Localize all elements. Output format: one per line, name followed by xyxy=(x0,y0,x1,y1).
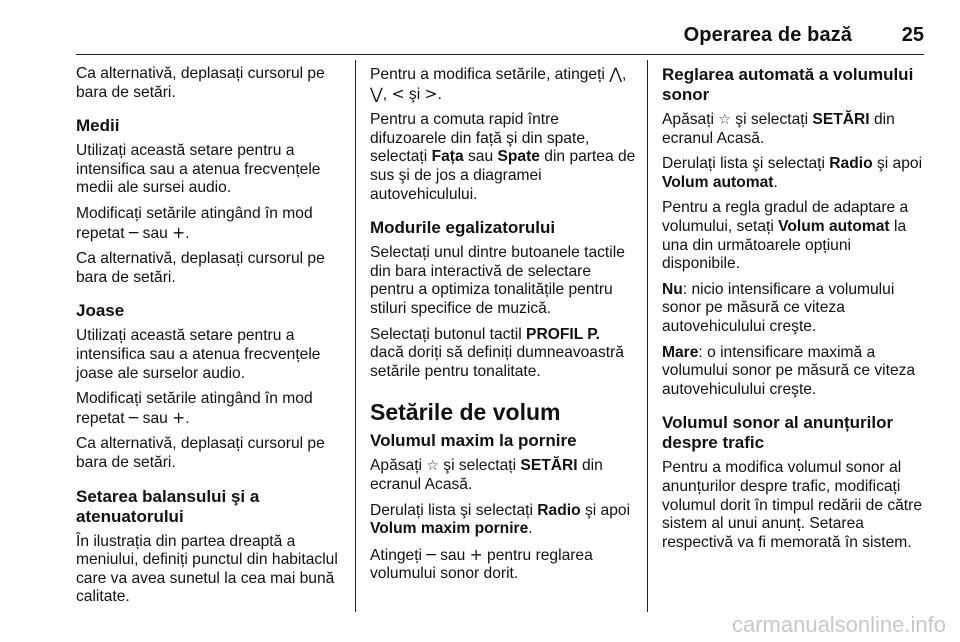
home-icon: ☆ xyxy=(718,112,731,128)
paragraph: Modificați setările atingând în mod repetat ─ sau +. xyxy=(76,390,313,427)
term-radio: Radio xyxy=(537,501,581,519)
paragraph: Ca alternativă, deplasați cursorul pe bara de setări. xyxy=(76,250,325,286)
paragraph: Modificați setările atingând în mod repetat ─ sau +. xyxy=(76,204,313,242)
paragraph: Pentru a regla gradul de adaptare a volumului, setați Volum automat la una din următoarele opțiuni disponibile. xyxy=(662,199,909,273)
heading-medii: Medii xyxy=(76,116,120,136)
paragraph: Derulați lista şi selectați Radio şi apoi Volum maxim pornire. xyxy=(370,501,631,538)
paragraph: Derulați lista şi selectați Radio şi apoi Volum automat. xyxy=(662,155,923,191)
page-number: 25 xyxy=(901,24,924,46)
minus-icon: ─ xyxy=(426,545,436,564)
paragraph: Selectați butonul tactil PROFIL P. dacă doriți să definiți dumneavoastră setările pentru tonalitate. xyxy=(370,325,624,380)
term-radio: Radio xyxy=(829,155,873,173)
paragraph: Apăsați ☆ şi selectați SETĂRI din ecranul Acasă. xyxy=(662,111,895,147)
term-volum-automat: Volum automat xyxy=(778,217,890,235)
term-profil: PROFIL P. xyxy=(526,325,600,343)
heading-joase: Joase xyxy=(76,301,125,321)
column-divider-2 xyxy=(647,60,648,612)
paragraph: Ca alternativă, deplasați cursorul pe bara de setări. xyxy=(76,435,325,471)
paragraph: Utilizați această setare pentru a intensifica sau a atenua frecvențele joase ale surselor audio. xyxy=(76,327,321,382)
term-mare: Mare xyxy=(662,343,699,361)
paragraph: Utilizați această setare pentru a intensifica sau a atenua frecvențele medii ale sursei audio. xyxy=(76,142,321,197)
heading-volum-maxim: Volumul maxim la pornire xyxy=(370,431,577,451)
paragraph: Mare: o intensificare maximă a volumului sonor pe măsură ce viteza autovehiculului creşte. xyxy=(662,343,916,398)
term-setari: SETĂRI xyxy=(812,111,870,128)
term-volum-maxim-pornire: Volum maxim pornire xyxy=(370,520,529,538)
paragraph: Pentru a modifica setările, atingeți ⋀, ⋁, < şi >. xyxy=(370,65,627,103)
minus-icon: ─ xyxy=(128,408,139,427)
heading-reglare-automata: Reglarea automată a volumului sonor xyxy=(662,65,914,104)
page-title: Operarea de bază xyxy=(683,24,852,46)
arrow-left-icon: < xyxy=(391,84,405,103)
minus-icon: ─ xyxy=(128,223,139,242)
plus-icon: + xyxy=(172,408,186,427)
paragraph: Nu: nicio intensificare a volumului sonor pe măsură ce viteza autovehiculului creşte. xyxy=(662,280,895,335)
term-setari: SETĂRI xyxy=(520,457,578,475)
watermark: carmanualsonline.info xyxy=(731,612,946,637)
paragraph: Apăsați ☆ şi selectați SETĂRI din ecranul Acasă. xyxy=(370,457,603,493)
page-header xyxy=(0,24,960,58)
plus-icon: + xyxy=(172,223,186,242)
column-3 xyxy=(662,65,928,559)
heading-trafic: Volumul sonor al anunțurilor despre trafic xyxy=(662,413,894,453)
paragraph: Atingeți ─ sau + pentru reglarea volumului sonor dorit. xyxy=(370,545,593,583)
paragraph: În ilustrația din partea dreaptă a meniului, definiți punctul din habitaclul care va avea sunetul la cea mai bună calitate. xyxy=(76,532,338,606)
column-2 xyxy=(370,65,638,591)
column-divider-1 xyxy=(355,60,356,612)
term-nu: Nu xyxy=(662,280,683,298)
column-1 xyxy=(76,65,352,614)
paragraph: Ca alternativă, deplasați cursorul pe bara de setări. xyxy=(76,65,325,101)
heading-balans: Setarea balansului şi a atenuatorului xyxy=(76,486,260,526)
term-fata: Fața xyxy=(431,148,464,166)
term-volum-automat: Volum automat xyxy=(662,173,774,191)
heading-egalizator: Modurile egalizatorului xyxy=(370,218,556,238)
arrow-up-icon: ⋀ xyxy=(609,65,623,83)
arrow-right-icon: > xyxy=(424,84,438,103)
paragraph: Pentru a modifica volumul sonor al anunțurilor despre trafic, modificați volumul dorit în timpul redării de către sistem al unui anunț. Setarea respectivă va fi memorată în sistem. xyxy=(662,459,923,551)
arrow-down-icon: ⋁ xyxy=(370,84,383,103)
plus-icon: + xyxy=(469,545,483,564)
term-spate: Spate xyxy=(497,148,540,166)
header-divider xyxy=(76,54,924,55)
paragraph: Pentru a comuta rapid între difuzoarele din față şi din spate, selectați Fața sau Spate din partea de sus şi de jos a diagramei autovehiculului. xyxy=(370,111,636,203)
paragraph: Selectați unul dintre butoanele tactile din bara interactivă de selectare pentru a optimiza tonalitățile pentru stiluri specifice de muzică. xyxy=(370,244,625,317)
home-icon: ☆ xyxy=(426,458,439,475)
section-heading-volum: Setările de volum xyxy=(370,399,561,426)
